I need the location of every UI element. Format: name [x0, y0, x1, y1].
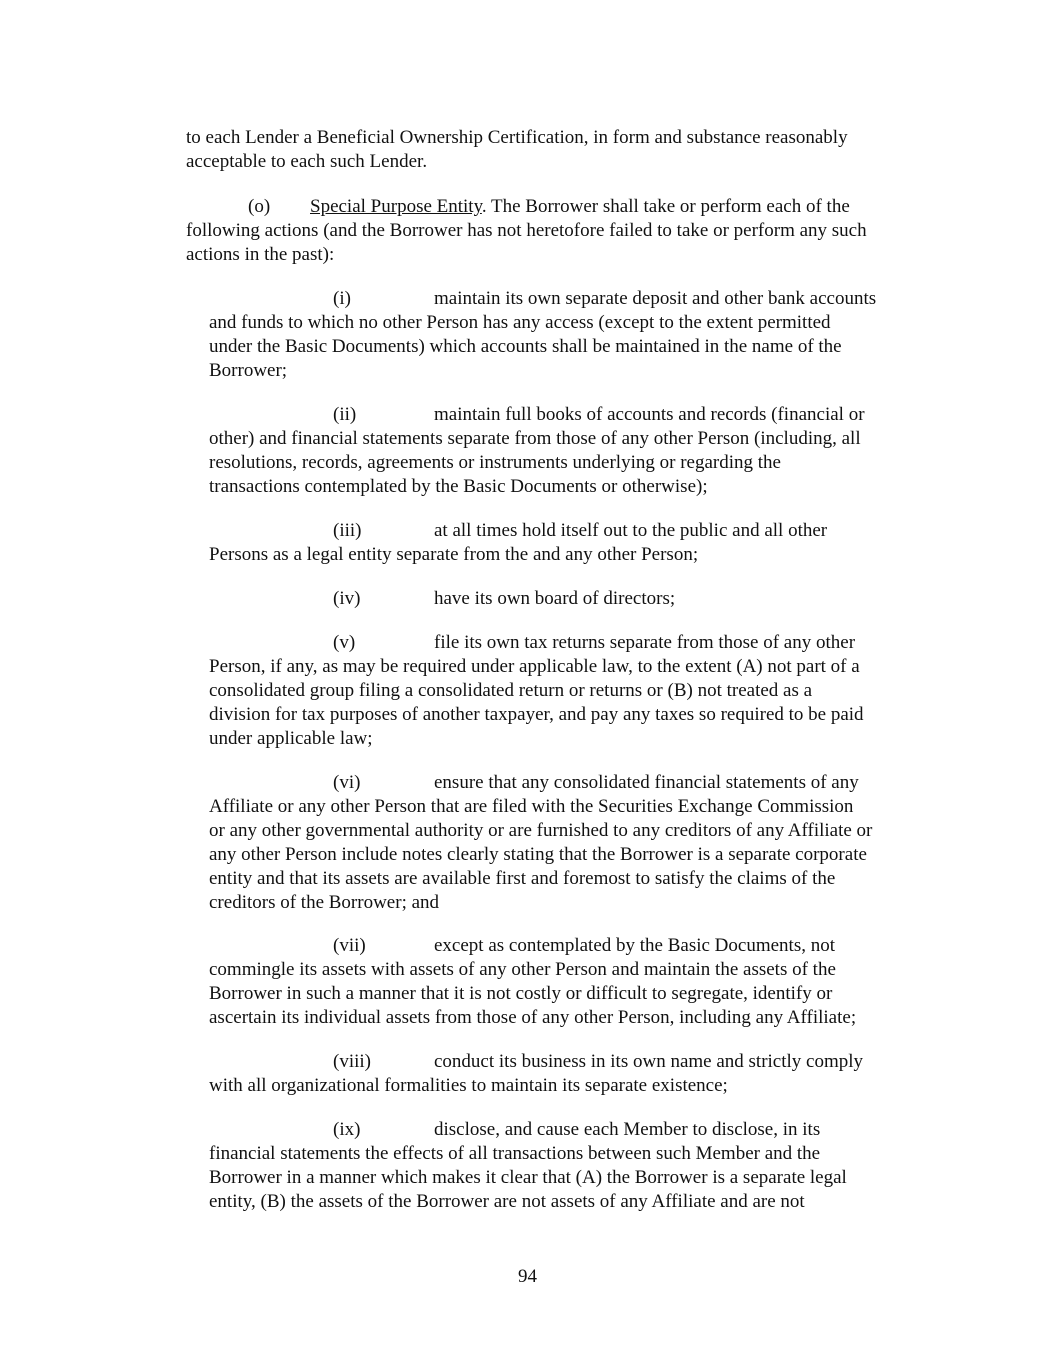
item-v-line: under applicable law;: [209, 728, 373, 749]
item-i-first-line: maintain its own separate deposit and other bank accounts: [434, 288, 877, 309]
item-vi-first-line: ensure that any consolidated financial statements of any: [434, 772, 859, 793]
item-v-label: (v): [333, 632, 356, 653]
item-vi-line: or any other governmental authority or are furnished to any creditors of any Affiliate or: [209, 820, 873, 841]
item-viii-label: (viii): [333, 1051, 371, 1072]
item-i-label: (i): [333, 288, 351, 309]
item-vii-first-line: except as contemplated by the Basic Documents, not: [434, 935, 835, 956]
item-ix-first-line: disclose, and cause each Member to disclose, in its: [434, 1119, 821, 1140]
item-vi-line: entity and that its assets are available first and foremost to satisfy the claims of the: [209, 868, 836, 889]
item-ii-line: other) and financial statements separate from those of any other Person (including, all: [209, 428, 861, 449]
section-o-line-2: following actions (and the Borrower has not heretofore failed to take or perform any such: [186, 220, 867, 241]
item-vi-line: any other Person include notes clearly stating that the Borrower is a separate corporate: [209, 844, 867, 865]
item-i-line: Borrower;: [209, 360, 288, 381]
item-iii-first-line: at all times hold itself out to the public and all other: [434, 520, 828, 541]
item-v-first-line: file its own tax returns separate from those of any other: [434, 632, 856, 653]
item-iii-line: Persons as a legal entity separate from the and any other Person;: [209, 544, 699, 565]
item-vii-line: Borrower in such a manner that it is not costly or difficult to segregate, identify or: [209, 983, 833, 1004]
page-number: 94: [518, 1266, 537, 1287]
item-ii-label: (ii): [333, 404, 357, 425]
item-vi-label: (vi): [333, 772, 361, 793]
item-vi-line: Affiliate or any other Person that are filed with the Securities Exchange Commission: [209, 796, 854, 817]
item-vii-line: commingle its assets with assets of any other Person and maintain the assets of the: [209, 959, 836, 980]
intro-line-2: acceptable to each such Lender.: [186, 151, 428, 172]
item-ii-line: resolutions, records, agreements or instruments underlying or regarding the: [209, 452, 781, 473]
item-iii-label: (iii): [333, 520, 362, 541]
section-o-heading: Special Purpose Entity: [310, 196, 482, 217]
section-o-heading-line: [310, 195, 850, 219]
item-v-line: Person, if any, as may be required under applicable law, to the extent (A) not part of a: [209, 656, 860, 677]
item-ii-first-line: maintain full books of accounts and records (financial or: [434, 404, 865, 425]
item-i-line: and funds to which no other Person has any access (except to the extent permitted: [209, 312, 831, 333]
item-iv-label: (iv): [333, 588, 361, 609]
item-ix-line: Borrower in a manner which makes it clear that (A) the Borrower is a separate legal: [209, 1167, 847, 1188]
item-viii-line: with all organizational formalities to maintain its separate existence;: [209, 1075, 728, 1096]
item-ix-line: entity, (B) the assets of the Borrower are not assets of any Affiliate and are not: [209, 1191, 805, 1212]
section-o-label: (o): [248, 196, 271, 217]
intro-line-1: to each Lender a Beneficial Ownership Certification, in form and substance reasonably: [186, 127, 848, 148]
section-o-line-3: actions in the past):: [186, 244, 335, 265]
item-vii-label: (vii): [333, 935, 366, 956]
item-i-line: under the Basic Documents) which accounts shall be maintained in the name of the: [209, 336, 842, 357]
item-v-line: consolidated group filing a consolidated return or returns or (B) not treated as a: [209, 680, 813, 701]
item-iv-first-line: have its own board of directors;: [434, 588, 676, 609]
item-ii-line: transactions contemplated by the Basic Documents or otherwise);: [209, 476, 708, 497]
item-viii-first-line: conduct its business in its own name and strictly comply: [434, 1051, 864, 1072]
section-o-line-1-rest: . The Borrower shall take or perform each of the: [481, 196, 850, 217]
item-vii-line: ascertain its individual assets from those of any other Person, including any Affiliate;: [209, 1007, 857, 1028]
item-vi-line: creditors of the Borrower; and: [209, 892, 440, 913]
item-v-line: division for tax purposes of another taxpayer, and pay any taxes so required to be paid: [209, 704, 864, 725]
item-ix-label: (ix): [333, 1119, 361, 1140]
item-ix-line: financial statements the effects of all transactions between such Member and the: [209, 1143, 821, 1164]
